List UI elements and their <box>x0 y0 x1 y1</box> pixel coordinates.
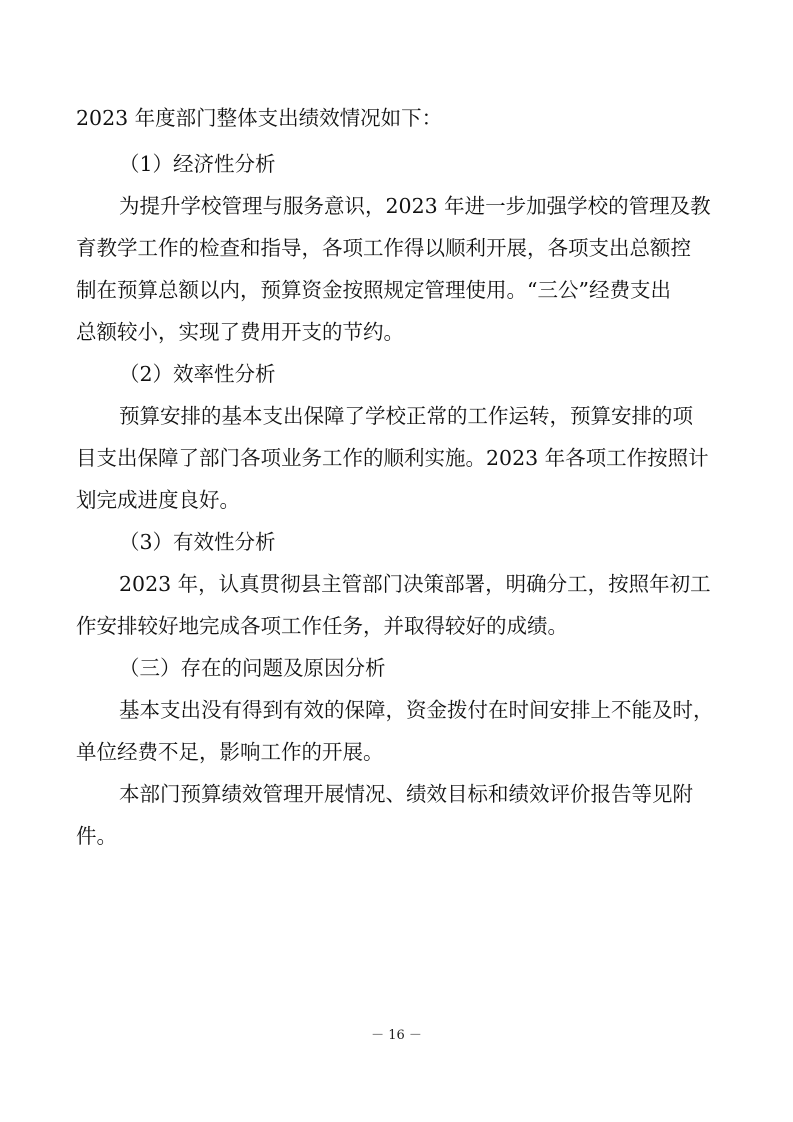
section-heading-economy: （1）经济性分析 <box>119 152 276 176</box>
paragraph-line: 作安排较好地完成各项工作任务，并取得较好的成绩。 <box>76 614 568 638</box>
page-number: － 16 － <box>371 1028 422 1043</box>
section-heading-problems: （三）存在的问题及原因分析 <box>119 656 386 680</box>
paragraph-line: 育教学工作的检查和指导，各项工作得以顺利开展，各项支出总额控 <box>76 236 691 260</box>
paragraph-line: 件。 <box>76 824 117 848</box>
section-heading-effectiveness: （3）有效性分析 <box>119 530 276 554</box>
paragraph-line: 目支出保障了部门各项业务工作的顺利实施。2023 年各项工作按照计 <box>76 446 709 470</box>
paragraph-line: 基本支出没有得到有效的保障，资金拨付在时间安排上不能及时， <box>119 698 714 722</box>
paragraph-line: 为提升学校管理与服务意识，2023 年进一步加强学校的管理及教 <box>119 194 711 218</box>
intro-line: 2023 年度部门整体支出绩效情况如下： <box>76 106 443 130</box>
paragraph-line: 本部门预算绩效管理开展情况、绩效目标和绩效评价报告等见附 <box>119 782 693 806</box>
paragraph-line: 单位经费不足，影响工作的开展。 <box>76 740 384 764</box>
document-body <box>76 100 722 854</box>
paragraph-line: 2023 年，认真贯彻县主管部门决策部署，明确分工，按照年初工 <box>119 572 711 596</box>
paragraph-line: 制在预算总额以内，预算资金按照规定管理使用。“三公”经费支出 <box>76 278 671 302</box>
section-heading-efficiency: （2）效率性分析 <box>119 362 276 386</box>
paragraph-line: 总额较小，实现了费用开支的节约。 <box>76 320 404 344</box>
paragraph-line: 划完成进度良好。 <box>76 488 240 512</box>
paragraph-line: 预算安排的基本支出保障了学校正常的工作运转，预算安排的项 <box>119 404 693 428</box>
